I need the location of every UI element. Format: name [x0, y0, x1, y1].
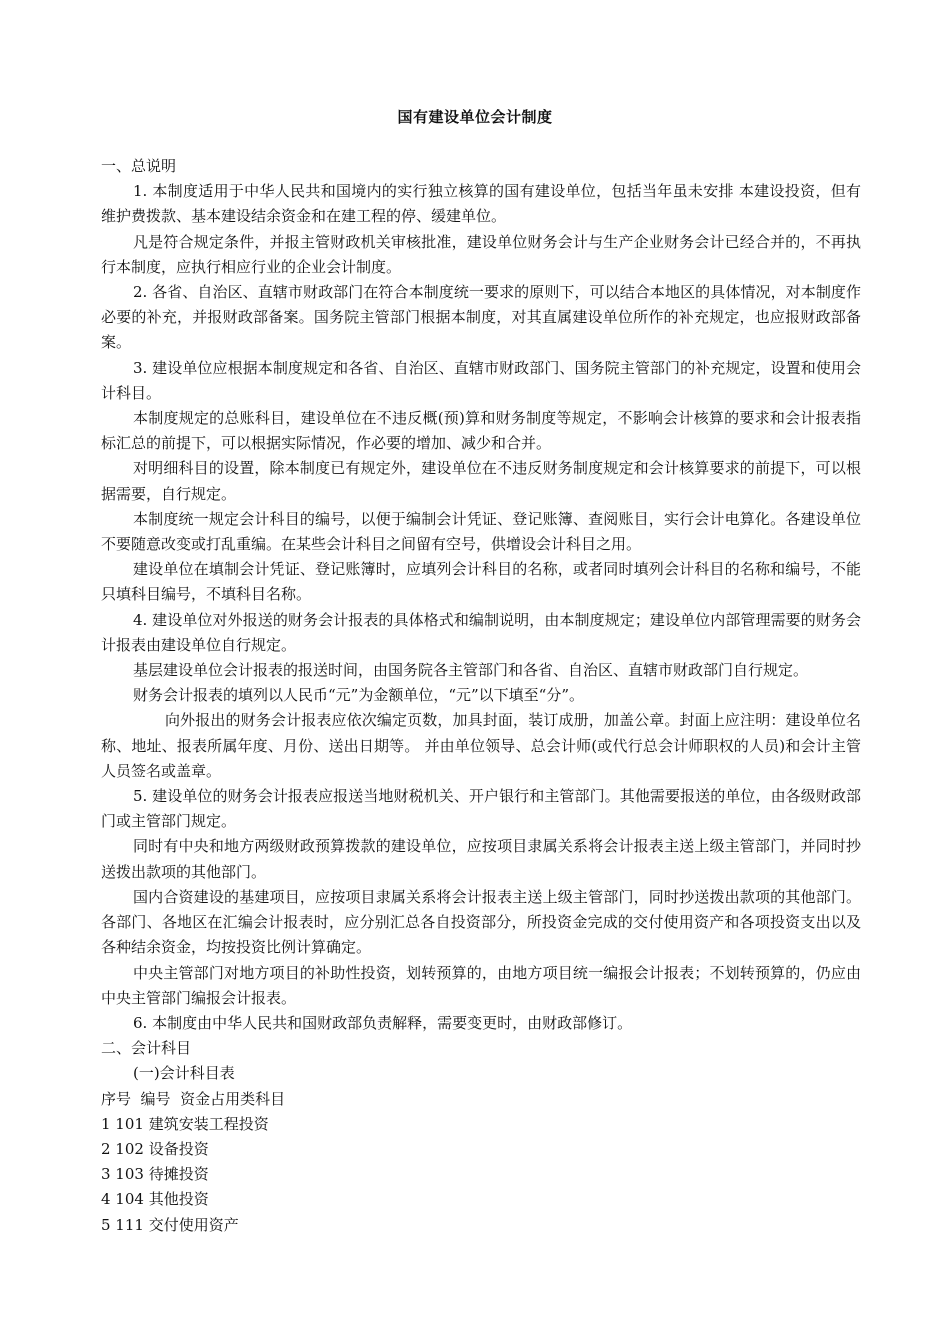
document-body — [101, 154, 861, 1238]
paragraph: 5. 建设单位的财务会计报表应报送当地财税机关、开户银行和主管部门。其他需要报送的单位，由各级财政部门或主管部门规定。 — [101, 787, 861, 831]
paragraph: 对明细科目的设置，除本制度已有规定外，建设单位在不违反财务制度规定和会计核算要求的前提下，可以根据需要，自行规定。 — [101, 459, 861, 503]
paragraph: 3. 建设单位应根据本制度规定和各省、自治区、直辖市财政部门、国务院主管部门的补充规定，设置和使用会计科目。 — [101, 358, 861, 402]
document-title: 国有建设单位会计制度 — [397, 108, 553, 126]
table-row: 2 102 设备投资 — [101, 1139, 209, 1158]
paragraph: 6. 本制度由中华人民共和国财政部负责解释，需要变更时，由财政部修订。 — [133, 1013, 633, 1032]
paragraph: 本制度统一规定会计科目的编号，以便于编制会计凭证、登记账簿、查阅账目，实行会计电算化。各建设单位不要随意改变或打乱重编。在某些会计科目之间留有空号，供增设会计科目之用。 — [101, 509, 861, 554]
paragraph: 财务会计报表的填列以人民币“元”为金额单位，“元”以下填至“分”。 — [133, 686, 585, 705]
subsection-heading: (一)会计科目表 — [133, 1064, 235, 1083]
paragraph: 国内合资建设的基建项目，应按项目隶属关系将会计报表主送上级主管部门，同时抄送拨出款项的其他部门。各部门、各地区在汇编会计报表时，应分别汇总各自投资部分，所投资金完成的交付使用资产和各项投资支出以及各种结余资金，均按投资比例计算确定。 — [101, 887, 861, 957]
paragraph: 本制度规定的总账科目，建设单位在不违反概(预)算和财务制度等规定，不影响会计核算的要求和会计报表指标汇总的前提下，可以根据实际情况，作必要的增加、减少和合并。 — [101, 409, 861, 453]
table-row: 4 104 其他投资 — [101, 1190, 209, 1209]
section-heading: 二、会计科目 — [101, 1039, 192, 1058]
paragraph: 中央主管部门对地方项目的补助性投资，划转预算的，由地方项目统一编报会计报表；不划转预算的，仍应由中央主管部门编报会计报表。 — [101, 963, 861, 1007]
table-row: 3 103 待摊投资 — [101, 1165, 209, 1184]
paragraph: 2. 各省、自治区、直辖市财政部门在符合本制度统一要求的原则下，可以结合本地区的具体情况，对本制度作必要的补充，并报财政部备案。国务院主管部门根据本制度，对其直属建设单位所作的补充规定，也应报财政部备案。 — [101, 283, 861, 352]
table-header: 序号 编号 资金占用类科目 — [101, 1089, 286, 1108]
paragraph: 基层建设单位会计报表的报送时间，由国务院各主管部门和各省、自治区、直辖市财政部门自行规定。 — [133, 661, 809, 680]
paragraph: 4. 建设单位对外报送的财务会计报表的具体格式和编制说明，由本制度规定；建设单位内部管理需要的财务会计报表由建设单位自行规定。 — [101, 610, 861, 654]
paragraph: 建设单位在填制会计凭证、登记账簿时，应填列会计科目的名称，或者同时填列会计科目的名称和编号，不能只填科目编号，不填科目名称。 — [101, 560, 861, 604]
section-heading: 一、总说明 — [101, 157, 177, 175]
paragraph: 向外报出的财务会计报表应依次编定页数，加具封面，装订成册，加盖公章。封面上应注明：建设单位名称、地址、报表所属年度、月份、送出日期等。 并由单位领导、总会计师(或代行总会计师职权的人员)和会计主管人员签名或盖章。 — [101, 711, 861, 780]
table-row: 5 111 交付使用资产 — [101, 1215, 239, 1234]
table-row: 1 101 建筑安装工程投资 — [101, 1114, 269, 1133]
paragraph: 1. 本制度适用于中华人民共和国境内的实行独立核算的国有建设单位，包括当年虽未安排 本建设投资，但有维护费拨款、基本建设结余资金和在建工程的停、缓建单位。 — [101, 182, 861, 226]
paragraph: 同时有中央和地方两级财政预算拨款的建设单位，应按项目隶属关系将会计报表主送上级主管部门，并同时抄送拨出款项的其他部门。 — [101, 837, 861, 881]
paragraph: 凡是符合规定条件，并报主管财政机关审核批准，建设单位财务会计与生产企业财务会计已经合并的，不再执行本制度，应执行相应行业的企业会计制度。 — [101, 232, 861, 276]
